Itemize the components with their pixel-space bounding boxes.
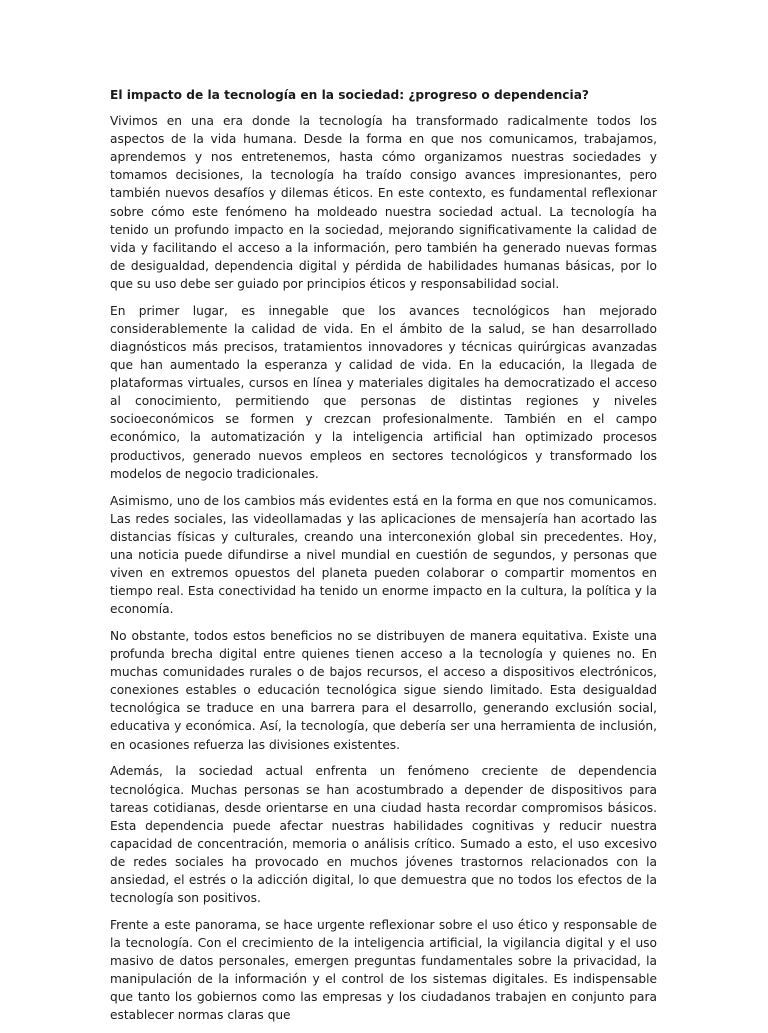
paragraph-dependence: Además, la sociedad actual enfrenta un fenómeno creciente de dependencia tecnológica. Muchas personas se han acostumbrado a depender de dispositivos para tareas cotidianas, desde orientarse en una ciudad hasta recordar compromisos básicos. Esta dependencia puede afectar nuestras habilidades cognitivas y reducir nuestra capacidad de concentración, memoria o análisis crítico. Sumado a esto, el uso excesivo de redes sociales ha provocado en muchos jóvenes trastornos relacionados con la ansiedad, el estrés o la adicción digital, lo que demuestra que no todos los efectos de la tecnología son positivos. xyxy=(110,764,657,906)
paragraph-ethics: Frente a este panorama, se hace urgente reflexionar sobre el uso ético y responsable de la tecnología. Con el crecimiento de la inteligencia artificial, la vigilancia digital y el uso masivo de datos personales, emergen preguntas fundamentales sobre la privacidad, la manipulación de la información y el control de los sistemas digitales. Es indispensable que tanto los gobiernos como las empresas y los ciudadanos trabajen en conjunto para establecer normas claras que xyxy=(110,918,657,1023)
paragraph-digital-divide: No obstante, todos estos beneficios no se distribuyen de manera equitativa. Existe una profunda brecha digital entre quienes tienen acceso a la tecnología y quienes no. En muchas comunidades rurales o de bajos recursos, el acceso a dispositivos electrónicos, conexiones estables o educación tecnológica sigue siendo limitado. Esta desigualdad tecnológica se traduce en una barrera para el desarrollo, generando exclusión social, educativa y económica. Así, la tecnología, que debería ser una herramienta de inclusión, en ocasiones refuerza las divisiones existentes. xyxy=(110,629,657,752)
document-title: El impacto de la tecnología en la sociedad: ¿progreso o dependencia? xyxy=(110,88,589,102)
document-page xyxy=(110,86,657,1033)
paragraph-introduction: Vivimos en una era donde la tecnología ha transformado radicalmente todos los aspectos de la vida humana. Desde la forma en que nos comunicamos, trabajamos, aprendemos y nos entretenemos, hasta cómo organizamos nuestras sociedades y tomamos decisiones, la tecnología ha traído consigo avances impresionantes, pero también nuevos desafíos y dilemas éticos. En este contexto, es fundamental reflexionar sobre cómo este fenómeno ha moldeado nuestra sociedad actual. La tecnología ha tenido un profundo impacto en la sociedad, mejorando significativamente la calidad de vida y facilitando el acceso a la información, pero también ha generado nuevas formas de desigualdad, dependencia digital y pérdida de habilidades humanas básicas, por lo que su uso debe ser guiado por principios éticos y responsabilidad social. xyxy=(110,114,657,291)
paragraph-communication: Asimismo, uno de los cambios más evidentes está en la forma en que nos comunicamos. Las redes sociales, las videollamadas y las aplicaciones de mensajería han acortado las distancias físicas y culturales, creando una interconexión global sin precedentes. Hoy, una noticia puede difundirse a nivel mundial en cuestión de segundos, y personas que viven en extremos opuestos del planeta pueden colaborar o compartir momentos en tiempo real. Esta conectividad ha tenido un enorme impacto en la cultura, la política y la economía. xyxy=(110,493,657,617)
paragraph-quality-of-life: En primer lugar, es innegable que los avances tecnológicos han mejorado considerablemente la calidad de vida. En el ámbito de la salud, se han desarrollado diagnósticos más precisos, tratamientos innovadores y técnicas quirúrgicas avanzadas que han aumentado la esperanza y calidad de vida. En la educación, la llegada de plataformas virtuales, cursos en línea y materiales digitales ha democratizado el acceso al conocimiento, permitiendo que personas de distintas regiones y niveles socioeconómicos se formen y crezcan profesionalmente. También en el campo económico, la automatización y la inteligencia artificial han optimizado procesos productivos, generado nuevos empleos en sectores tecnológicos y transformado los modelos de negocio tradicionales. xyxy=(110,303,657,481)
